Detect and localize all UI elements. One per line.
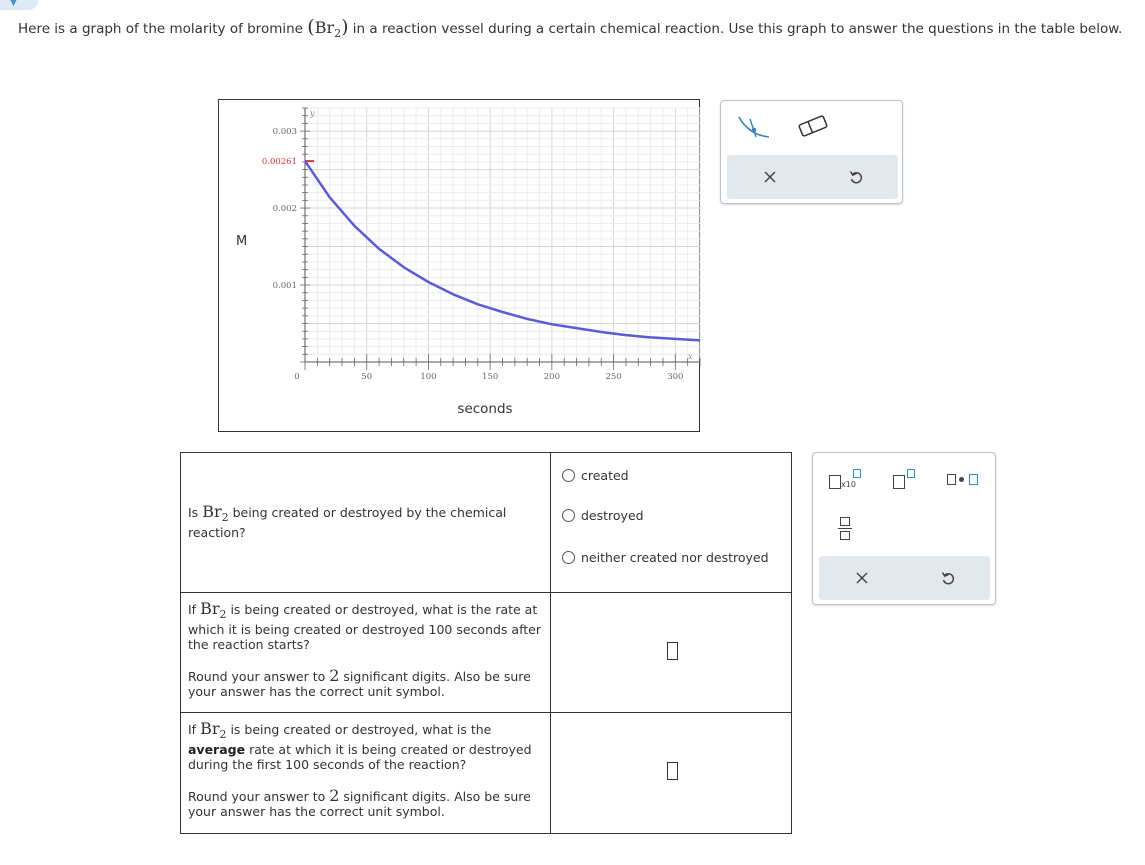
average-rate-answer-input[interactable] (667, 762, 678, 780)
question-3-text: If $Br_2$ is being created or destroyed, what is the average rate at which it is being created or destroyed during the first 100 seconds of the reaction? (188, 719, 532, 772)
y-axis-letter: y (310, 109, 315, 118)
y-axis-label: M (236, 234, 248, 249)
graph-tool-palette (720, 100, 903, 204)
table-row (181, 593, 791, 713)
eraser-icon (795, 113, 831, 139)
multiply-dot-button[interactable] (945, 471, 985, 489)
intro-formula: $Br_2$ (314, 18, 342, 40)
option-destroyed[interactable]: destroyed (562, 508, 644, 523)
radio-button[interactable] (562, 551, 575, 564)
math-undo-button[interactable] (905, 556, 990, 600)
curve-tool-icon (735, 111, 773, 139)
rate-answer-input[interactable] (667, 642, 678, 660)
question-cell (181, 593, 551, 712)
radio-button[interactable] (562, 469, 575, 482)
eraser-button[interactable] (795, 113, 831, 143)
x10-label: x10 (841, 480, 856, 489)
table-row (181, 713, 791, 833)
x-tick-label: 200 (543, 372, 560, 382)
graph-undo-button[interactable] (813, 155, 898, 199)
close-icon (855, 571, 869, 585)
intro-text-after: in a reaction vessel during a certain chemical reaction. Use this graph to answer the questions in the table below. (348, 21, 1123, 37)
intro-text-before: Here is a graph of the molarity of bromine (18, 21, 308, 37)
y-tick-label: 0.002 (272, 204, 297, 215)
math-clear-button[interactable] (819, 556, 904, 600)
scientific-notation-button[interactable] (827, 467, 863, 491)
x-tick-label: 100 (420, 372, 437, 382)
fraction-button[interactable] (837, 515, 855, 543)
chevron-down-icon: ▼ (10, 0, 17, 8)
option-neither[interactable]: neither created nor destroyed (562, 550, 769, 565)
question-3-rounding-note: Round your answer to 2 significant digits. Also be sure your answer has the correct unit symbol. (188, 786, 531, 819)
question-1-text: Is $Br_2$ being created or destroyed by the chemical reaction? (188, 502, 507, 540)
undo-icon (940, 570, 956, 586)
undo-icon (848, 169, 864, 185)
answer-cell (551, 593, 791, 712)
answer-cell (551, 453, 791, 592)
curve-tool-button[interactable] (735, 111, 773, 143)
problem-intro: Here is a graph of the molarity of bromine $(Br_2)$ in a reaction vessel during a certain chemical reaction. Use this graph to answer the questions in the table below. (18, 16, 1123, 40)
graph-clear-button[interactable] (727, 155, 812, 199)
math-action-bar (819, 556, 990, 600)
dot-icon (959, 477, 964, 482)
x-tick-label: 50 (361, 372, 373, 382)
question-cell (181, 713, 551, 833)
molarity-plot[interactable] (219, 100, 701, 433)
y-tick-label: 0.003 (272, 127, 297, 138)
highlighted-value-label: 0.00261 (261, 157, 297, 168)
option-created[interactable]: created (562, 468, 629, 483)
x-axis-label: seconds (457, 401, 513, 417)
table-row (181, 453, 791, 593)
x-tick-label: 150 (482, 372, 499, 382)
graph-panel[interactable] (218, 99, 700, 432)
x-tick-label: 250 (605, 372, 622, 382)
question-table (180, 452, 792, 834)
question-2-text: If $Br_2$ is being created or destroyed, what is the rate at which it is being created or destroyed 100 seconds after the reaction starts? (188, 599, 541, 652)
y-tick-label: 0.001 (272, 281, 297, 292)
question-cell (181, 453, 551, 592)
superscript-button[interactable] (891, 467, 921, 491)
x-tick-label: 300 (667, 372, 684, 382)
radio-button[interactable] (562, 509, 575, 522)
x-tick-label: 0 (294, 372, 300, 382)
question-2-rounding-note: Round your answer to 2 significant digits. Also be sure your answer has the correct unit symbol. (188, 666, 531, 699)
graph-action-bar (727, 155, 898, 199)
answer-cell (551, 713, 791, 833)
x-axis-letter: x (688, 352, 693, 361)
math-palette (812, 452, 996, 605)
collapse-tab[interactable] (0, 0, 38, 10)
close-icon (763, 170, 777, 184)
